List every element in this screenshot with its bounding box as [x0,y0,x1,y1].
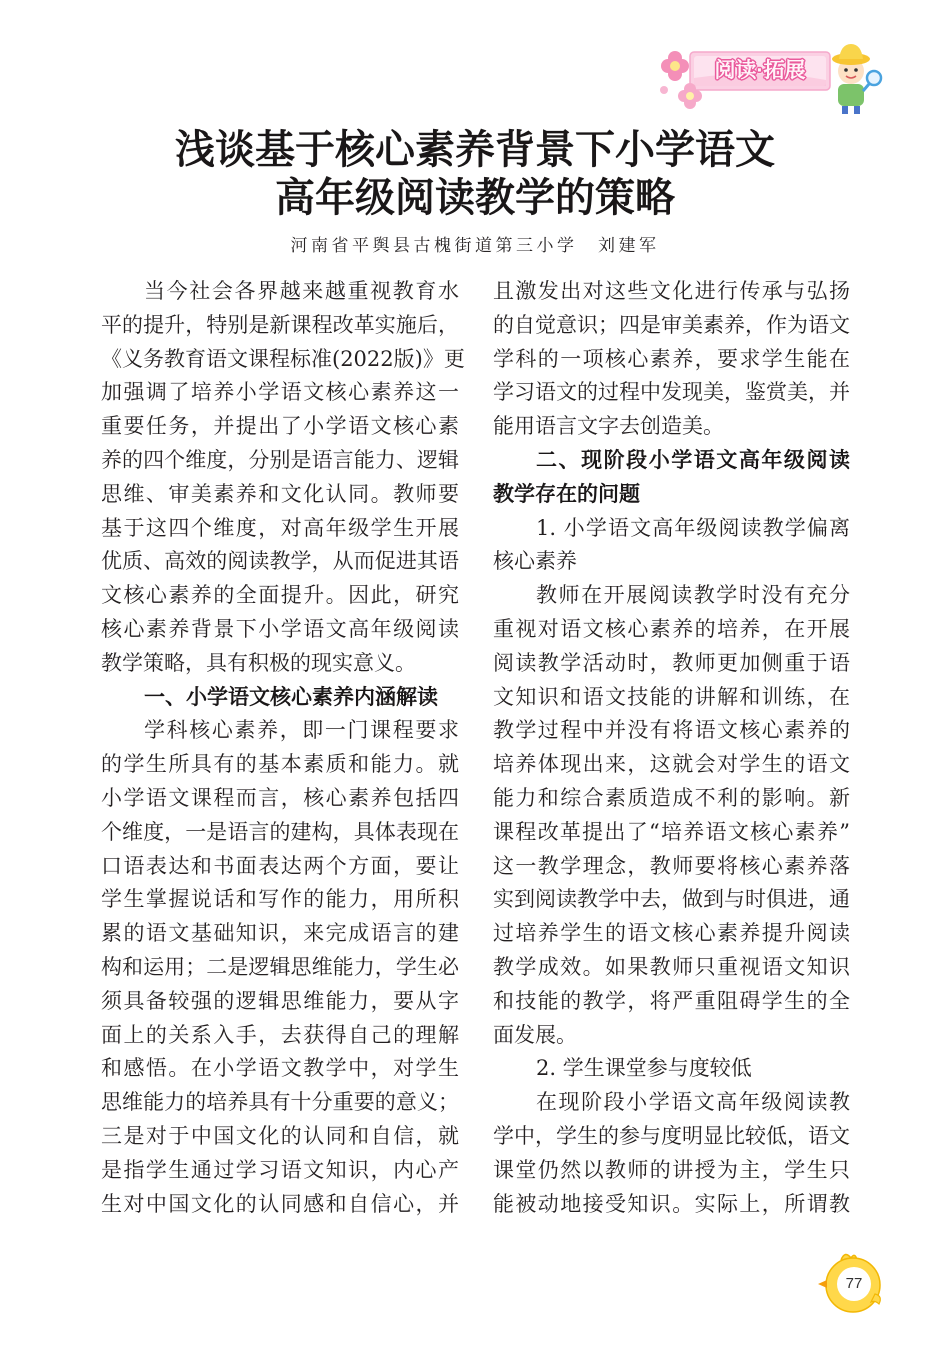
paragraph-line: 思维能力的培养具有十分重要的意义； [101,1090,459,1115]
petal-dot [660,86,668,94]
section-heading: 教学存在的问题 [493,482,640,506]
paragraph-line: 学习语文的过程中发现美，鉴赏美，并 [493,380,850,405]
paragraph-line: 核心素养背景下小学语文高年级阅读 [101,616,459,641]
paragraph-line: 三是对于中国文化的认同和自信，就 [101,1123,459,1148]
paragraph-line: 构和运用；二是逻辑思维能力，学生必 [101,954,459,979]
paragraph-line: 面上的关系入手，去获得自己的理解 [101,1022,459,1047]
paragraph-line: 教学成效。如果教师只重视语文知识 [493,954,850,979]
paragraph-line: 重视对语文核心素养的培养，在开展 [493,616,850,641]
column-badge-label: 阅读·拓展 [714,59,806,82]
paragraph-line: 口语表达和书面表达两个方面，要让 [101,853,459,878]
paragraph-line: 和感悟。在小学语文教学中，对学生 [101,1056,459,1081]
paragraph-line: 生对中国文化的认同感和自信心，并 [101,1191,459,1216]
section-heading: 二、现阶段小学语文高年级阅读 [536,448,850,472]
subsection-heading: 2. 学生课堂参与度较低 [536,1056,752,1081]
paragraph-line: 加强调了培养小学语文核心素养这一 [101,380,459,405]
article-title-line-2: 高年级阅读教学的策略 [275,176,675,220]
paragraph-line: 能力和综合素质造成不利的影响。新 [493,785,850,810]
paragraph-line: 文核心素养的全面提升。因此，研究 [101,583,459,608]
paragraph-line: 是指学生通过学习语文知识，内心产 [101,1157,459,1182]
flower-icon [661,51,689,81]
paragraph-line: 优质、高效的阅读教学，从而促进其语 [101,549,459,574]
paragraph-line: 教学策略，具有积极的现实意义。 [101,650,416,675]
paragraph-line: 《义务教育语文课程标准(2022版)》更 [101,346,465,371]
paragraph-line: 重要任务，并提出了小学语文核心素 [101,414,459,439]
paragraph-line: 的自觉意识；四是审美素养，作为语文 [493,312,850,337]
paragraph-line: 养的四个维度，分别是语言能力、逻辑 [101,447,459,472]
page-number: 77 [845,1275,863,1292]
paragraph-line: 培养体现出来，这就会对学生的语文 [493,752,850,777]
article-author: 河南省平舆县古槐街道第三小学 刘建军 [290,236,660,256]
paragraph-line: 这一教学理念，教师要将核心素养落 [493,853,850,878]
paragraph-line: 须具备较强的逻辑思维能力，要从字 [101,988,459,1013]
paragraph-line: 课程改革提出了“培养语文核心素养” [493,819,850,844]
paragraph-line: 实到阅读教学中去，做到与时俱进，通 [493,887,850,912]
paragraph-line: 学科的一项核心素养，要求学生能在 [493,346,850,371]
paragraph-line: 平的提升，特别是新课程改革实施后， [101,312,459,337]
paragraph-line: 小学语文课程而言，核心素养包括四 [101,785,459,810]
paragraph-line: 阅读教学活动时，教师更加侧重于语 [493,650,850,675]
column-badge [650,38,890,120]
paragraph-line: 和技能的教学，将严重阻碍学生的全 [493,988,850,1013]
paragraph-line: 累的语文基础知识，来完成语言的建 [101,921,459,946]
paragraph-line: 能被动地接受知识。实际上，所谓教 [493,1191,850,1216]
paragraph-line: 教师在开展阅读教学时没有充分 [536,583,850,608]
paragraph-line: 思维、审美素养和文化认同。教师要 [101,481,459,506]
page-number-badge [815,1250,885,1316]
subsection-heading: 1. 小学语文高年级阅读教学偏离 [536,515,850,540]
paragraph-line: 过培养学生的语文核心素养提升阅读 [493,921,850,946]
paragraph-line: 当今社会各界越来越重视教育水 [144,279,459,303]
reading-kid-icon [832,44,881,114]
subsection-heading: 核心素养 [493,549,577,574]
paragraph-line: 学生掌握说话和写作的能力，用所积 [101,887,459,912]
paragraph-line: 能用语言文字去创造美。 [493,414,724,439]
paragraph-line: 个维度，一是语言的建构，具体表现在 [101,819,459,844]
paragraph-line: 在现阶段小学语文高年级阅读教 [536,1090,850,1115]
paragraph-line: 的学生所具有的基本素质和能力。就 [101,752,459,777]
section-heading: 一、小学语文核心素养内涵解读 [144,685,438,709]
paragraph-line: 且激发出对这些文化进行传承与弘扬 [493,279,850,303]
left-column [101,275,465,1221]
article-title-line-1: 浅谈基于核心素养背景下小学语文 [175,128,775,172]
paragraph-line: 学科核心素养，即一门课程要求 [144,718,459,743]
paragraph-line: 文知识和语文技能的讲解和训练，在 [493,684,850,709]
paragraph-line: 学中，学生的参与度明显比较低，语文 [493,1123,850,1148]
paragraph-line: 面发展。 [493,1022,577,1047]
paragraph-line: 课堂仍然以教师的讲授为主，学生只 [493,1157,850,1182]
paragraph-line: 教学过程中并没有将语文核心素养的 [493,718,850,743]
right-column [493,275,850,1221]
paragraph-line: 基于这四个维度，对高年级学生开展 [101,515,459,540]
